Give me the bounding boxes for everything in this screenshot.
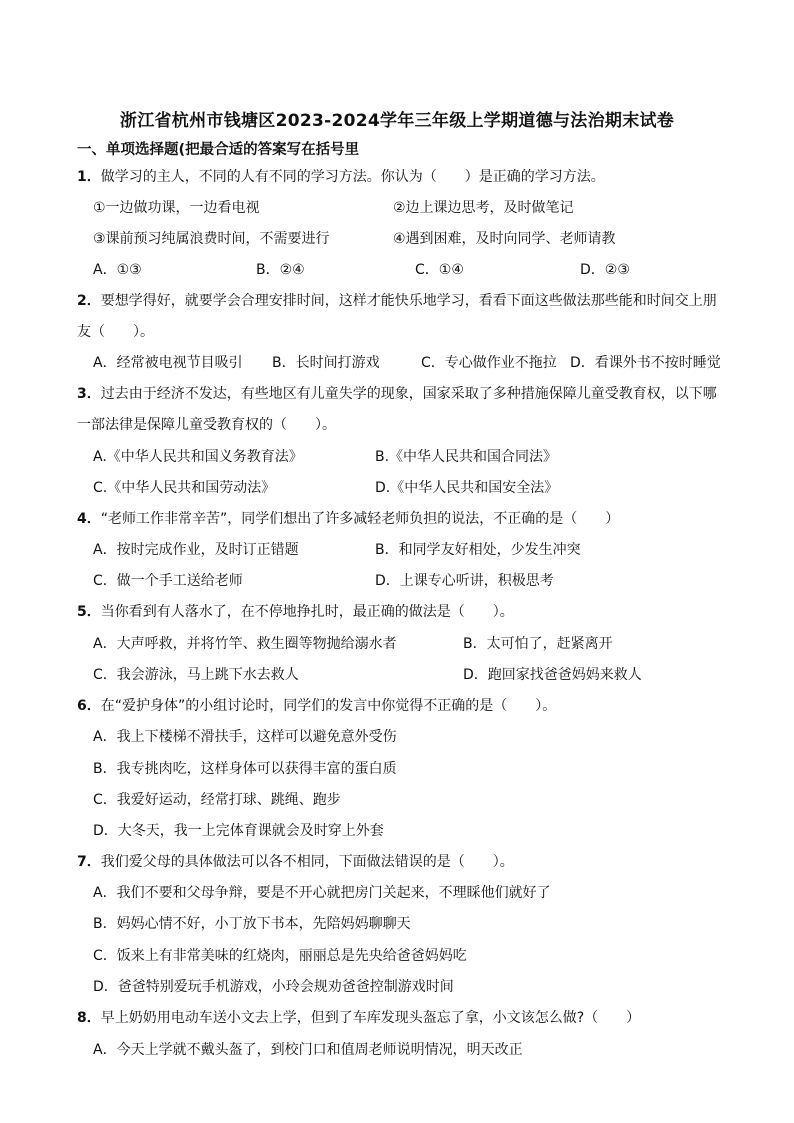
q2-option-c: C．专心做作业不拖拉 (421, 355, 557, 371)
q1-option-a: A．①③ (93, 262, 142, 278)
q1-option-c: C．①④ (415, 262, 464, 278)
q3-option-c: C.《中华人民共和国劳动法》 (93, 480, 276, 496)
question-stem: 在“爱护身体”的小组讨论时，同学们的发言中你觉得不正确的是（ ）。 (100, 698, 557, 714)
q7-option-c: C．饭来上有非常美味的红烧肉，丽丽总是先央给爸爸妈妈吃 (93, 948, 467, 964)
question-7 (77, 851, 514, 871)
question-3 (77, 383, 717, 403)
q3-option-b: B.《中华人民共和国合同法》 (375, 449, 558, 465)
q4-option-a: A．按时完成作业，及时订正错题 (93, 542, 299, 558)
q3-option-d: D.《中华人民共和国安全法》 (375, 480, 559, 496)
q2-option-d: D．看课外书不按时睡觉 (570, 355, 721, 371)
question-number: 7． (77, 854, 101, 870)
question-number: 6． (77, 698, 101, 714)
question-stem: 过去由于经济不发达，有些地区有儿童失学的现象，国家采取了多种措施保障儿童受教育权，以下哪 (100, 386, 717, 402)
question-number: 8． (77, 1010, 101, 1026)
q6-option-b: B．我专挑肉吃，这样身体可以获得丰富的蛋白质 (93, 761, 397, 777)
question-2-cont: 友（ ）。 (77, 324, 154, 340)
q7-option-a: A．我们不要和父母争辩，要是不开心就把房门关起来，不理睬他们就好了 (93, 885, 551, 901)
q2-option-b: B．长时间打游戏 (272, 355, 380, 371)
q4-option-c: C．做一个手工送给老师 (93, 573, 243, 589)
question-stem: 我们爱父母的具体做法可以各不相同，下面做法错误的是（ ）。 (100, 854, 514, 870)
question-stem: 当你看到有人落水了，在不停地挣扎时，最正确的做法是（ ）。 (100, 604, 514, 620)
q5-option-d: D．跑回家找爸爸妈妈来救人 (463, 667, 642, 683)
question-stem: 早上奶奶用电动车送小文去上学，但到了车库发现头盔忘了拿，小文该怎么做?（ ） (100, 1010, 641, 1026)
q1-item-3: ③课前预习纯属浪费时间，不需要进行 (93, 231, 330, 247)
q5-option-b: B．太可怕了，赶紧离开 (463, 636, 613, 652)
question-stem: “老师工作非常辛苦”，同学们想出了许多减轻老师负担的说法，不正确的是（ ） (100, 511, 620, 527)
question-5 (77, 601, 514, 621)
page-title: 浙江省杭州市钱塘区2023-2024学年三年级上学期道德与法治期末试卷 (119, 111, 675, 131)
question-stem: 要想学得好，就要学会合理安排时间，这样才能快乐地学习，看看下面这些做法那些能和时间交上朋 (100, 293, 717, 309)
q6-option-d: D．大冬天，我一上完体育课就会及时穿上外套 (93, 823, 384, 839)
question-stem: 做学习的主人，不同的人有不同的学习方法。你认为（ ）是正确的学习方法。 (100, 169, 605, 185)
q1-item-2: ②边上课边思考，及时做笔记 (393, 200, 574, 216)
question-number: 3． (77, 386, 101, 402)
question-number: 1． (77, 169, 101, 185)
question-1 (77, 166, 605, 186)
q7-option-d: D．爸爸特别爱玩手机游戏，小玲会规劝爸爸控制游戏时间 (93, 979, 454, 995)
q6-option-a: A．我上下楼梯不滑扶手，这样可以避免意外受伤 (93, 729, 397, 745)
q6-option-c: C．我爱好运动，经常打球、跳绳、跑步 (93, 792, 341, 808)
q7-option-b: B．妈妈心情不好，小丁放下书本，先陪妈妈聊聊天 (93, 916, 411, 932)
q3-option-a: A.《中华人民共和国义务教育法》 (93, 449, 303, 465)
question-8 (77, 1007, 640, 1027)
q4-option-b: B．和同学友好相处，少发生冲突 (375, 542, 581, 558)
question-number: 2． (77, 293, 101, 309)
question-2 (77, 290, 717, 310)
q4-option-d: D．上课专心听讲，积极思考 (375, 573, 554, 589)
q1-item-4: ④遇到困难，及时向同学、老师请教 (393, 231, 616, 247)
question-number: 4． (77, 511, 101, 527)
q2-option-a: A．经常被电视节目吸引 (93, 355, 243, 371)
q1-option-d: D．②③ (580, 262, 630, 278)
question-number: 5． (77, 604, 101, 620)
question-6 (77, 695, 556, 715)
q5-option-c: C．我会游泳，马上跳下水去救人 (93, 667, 299, 683)
question-3-cont: 一部法律是保障儿童受教育权的（ ）。 (77, 417, 336, 433)
q8-option-a: A．今天上学就不戴头盔了，到校门口和值周老师说明情况，明天改正 (93, 1042, 523, 1058)
question-4 (77, 508, 619, 528)
section-heading: 一、单项选择题(把最合适的答案写在括号里 (77, 142, 360, 158)
q5-option-a: A．大声呼救，并将竹竿、救生圈等物抛给溺水者 (93, 636, 397, 652)
q1-option-b: B．②④ (256, 262, 305, 278)
q1-item-1: ①一边做功课，一边看电视 (93, 200, 260, 216)
